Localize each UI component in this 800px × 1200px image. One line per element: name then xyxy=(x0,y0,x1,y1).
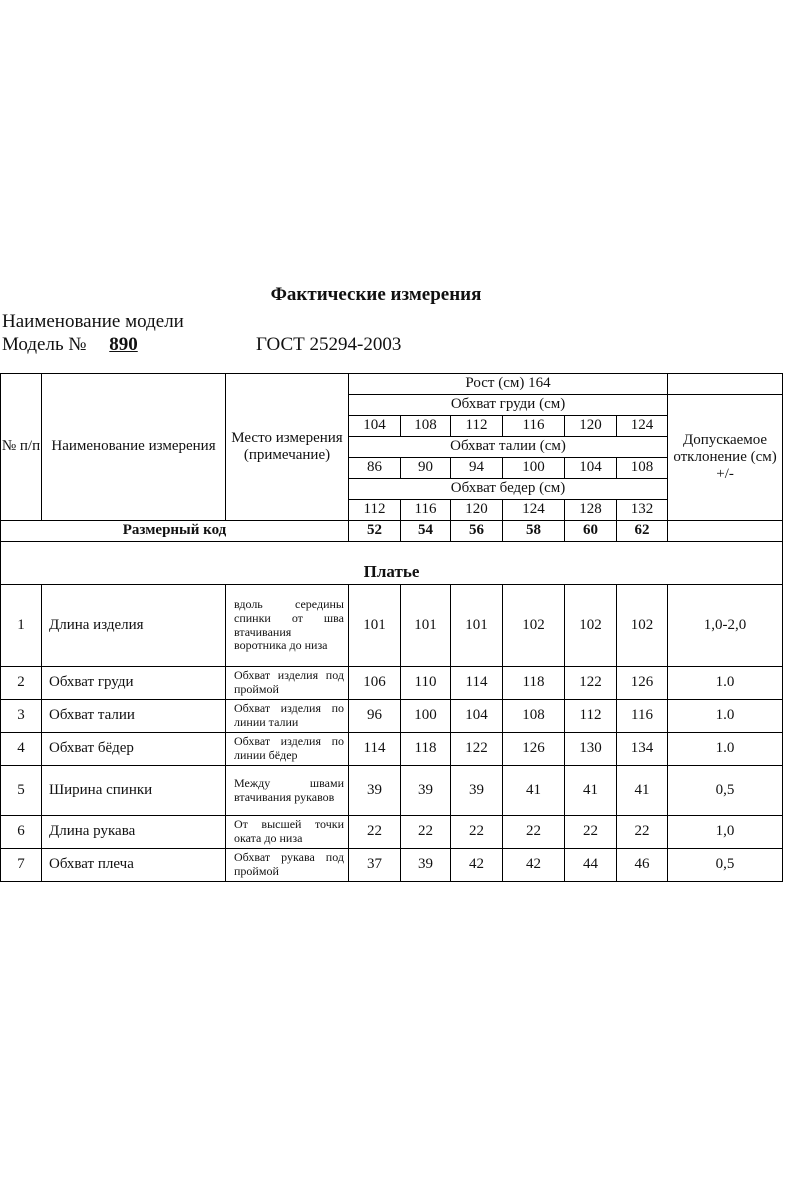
row-value: 112 xyxy=(565,700,617,733)
col-name-header: Наименование измерения xyxy=(42,374,226,521)
row-value: 122 xyxy=(451,733,503,766)
row-name: Обхват груди xyxy=(42,667,226,700)
model-number-value: 890 xyxy=(109,334,138,355)
row-value: 39 xyxy=(451,766,503,816)
row-value: 22 xyxy=(401,816,451,849)
tolerance-header-top xyxy=(668,374,783,395)
row-tolerance: 1,0 xyxy=(668,816,783,849)
row-number: 6 xyxy=(1,816,42,849)
chest-value: 116 xyxy=(503,416,565,437)
row-value: 22 xyxy=(451,816,503,849)
row-value: 130 xyxy=(565,733,617,766)
gost-standard: ГОСТ 25294-2003 xyxy=(256,334,402,355)
size-code-tolerance-empty xyxy=(668,521,783,542)
row-value: 126 xyxy=(617,667,668,700)
row-value: 22 xyxy=(617,816,668,849)
row-tolerance: 1,0-2,0 xyxy=(668,585,783,667)
table-row xyxy=(1,849,783,882)
chest-value: 104 xyxy=(349,416,401,437)
row-value: 39 xyxy=(401,766,451,816)
waist-value: 94 xyxy=(451,458,503,479)
row-value: 101 xyxy=(451,585,503,667)
row-place-note: От высшей точки оката до низа xyxy=(226,816,349,849)
chest-value: 124 xyxy=(617,416,668,437)
row-number: 4 xyxy=(1,733,42,766)
row-place-note: Обхват изделия по линии бёдер xyxy=(226,733,349,766)
row-name: Обхват талии xyxy=(42,700,226,733)
row-value: 116 xyxy=(617,700,668,733)
row-tolerance: 0,5 xyxy=(668,766,783,816)
row-value: 114 xyxy=(451,667,503,700)
row-number: 3 xyxy=(1,700,42,733)
row-value: 22 xyxy=(565,816,617,849)
size-code: 56 xyxy=(451,521,503,542)
hips-value: 120 xyxy=(451,500,503,521)
row-value: 46 xyxy=(617,849,668,882)
hips-header: Обхват бедер (см) xyxy=(349,479,668,500)
row-value: 100 xyxy=(401,700,451,733)
row-place-note: вдоль середины спинки от шва втачивания воротника до низа xyxy=(226,585,349,667)
chest-header: Обхват груди (см) xyxy=(349,395,668,416)
size-code: 54 xyxy=(401,521,451,542)
waist-header: Обхват талии (см) xyxy=(349,437,668,458)
model-number-line xyxy=(2,334,169,356)
col-number-header: № п/п xyxy=(1,374,42,521)
row-value: 42 xyxy=(451,849,503,882)
table-row xyxy=(1,700,783,733)
chest-value: 120 xyxy=(565,416,617,437)
waist-value: 104 xyxy=(565,458,617,479)
row-number: 7 xyxy=(1,849,42,882)
row-value: 118 xyxy=(503,667,565,700)
row-value: 134 xyxy=(617,733,668,766)
row-value: 41 xyxy=(503,766,565,816)
size-code: 58 xyxy=(503,521,565,542)
row-value: 44 xyxy=(565,849,617,882)
waist-value: 90 xyxy=(401,458,451,479)
row-value: 22 xyxy=(349,816,401,849)
row-place-note: Обхват изделия по линии талии xyxy=(226,700,349,733)
size-code: 60 xyxy=(565,521,617,542)
waist-value: 86 xyxy=(349,458,401,479)
row-value: 110 xyxy=(401,667,451,700)
chest-value: 108 xyxy=(401,416,451,437)
row-value: 42 xyxy=(503,849,565,882)
row-value: 102 xyxy=(503,585,565,667)
row-value: 39 xyxy=(401,849,451,882)
hips-value: 132 xyxy=(617,500,668,521)
row-tolerance: 1.0 xyxy=(668,733,783,766)
row-value: 101 xyxy=(401,585,451,667)
row-name: Обхват плеча xyxy=(42,849,226,882)
row-place-note: Между швами втачивания рукавов xyxy=(226,766,349,816)
row-value: 102 xyxy=(617,585,668,667)
row-value: 126 xyxy=(503,733,565,766)
chest-value: 112 xyxy=(451,416,503,437)
table-row xyxy=(1,585,783,667)
row-value: 104 xyxy=(451,700,503,733)
model-number-label: Модель № xyxy=(2,334,87,355)
row-value: 41 xyxy=(617,766,668,816)
waist-value: 108 xyxy=(617,458,668,479)
row-value: 22 xyxy=(503,816,565,849)
table-row xyxy=(1,733,783,766)
table-row xyxy=(1,667,783,700)
row-value: 101 xyxy=(349,585,401,667)
document-title: Фактические измерения xyxy=(270,284,482,305)
hips-value: 112 xyxy=(349,500,401,521)
row-number: 5 xyxy=(1,766,42,816)
waist-value: 100 xyxy=(503,458,565,479)
row-name: Обхват бёдер xyxy=(42,733,226,766)
col-tolerance-header: Допускаемое отклонение (см) +/- xyxy=(668,395,783,521)
row-value: 114 xyxy=(349,733,401,766)
col-place-header: Место измерения (примечание) xyxy=(226,374,349,521)
row-value: 106 xyxy=(349,667,401,700)
size-code: 52 xyxy=(349,521,401,542)
row-value: 37 xyxy=(349,849,401,882)
row-name: Ширина спинки xyxy=(42,766,226,816)
hips-value: 128 xyxy=(565,500,617,521)
row-number: 2 xyxy=(1,667,42,700)
size-code-label: Размерный код xyxy=(1,521,349,542)
row-name: Длина изделия xyxy=(42,585,226,667)
table-row xyxy=(1,766,783,816)
row-name: Длина рукава xyxy=(42,816,226,849)
row-value: 96 xyxy=(349,700,401,733)
row-value: 102 xyxy=(565,585,617,667)
row-number: 1 xyxy=(1,585,42,667)
row-tolerance: 0,5 xyxy=(668,849,783,882)
row-place-note: Обхват рукава под проймой xyxy=(226,849,349,882)
hips-value: 124 xyxy=(503,500,565,521)
model-name-label: Наименование модели xyxy=(2,311,184,332)
row-value: 39 xyxy=(349,766,401,816)
size-code: 62 xyxy=(617,521,668,542)
row-value: 118 xyxy=(401,733,451,766)
height-header: Рост (см) 164 xyxy=(349,374,668,395)
measurements-table xyxy=(0,373,783,882)
row-value: 122 xyxy=(565,667,617,700)
hips-value: 116 xyxy=(401,500,451,521)
row-value: 108 xyxy=(503,700,565,733)
table-row xyxy=(1,816,783,849)
row-tolerance: 1.0 xyxy=(668,667,783,700)
section-title: Платье xyxy=(1,542,783,585)
row-tolerance: 1.0 xyxy=(668,700,783,733)
row-place-note: Обхват изделия под проймой xyxy=(226,667,349,700)
row-value: 41 xyxy=(565,766,617,816)
